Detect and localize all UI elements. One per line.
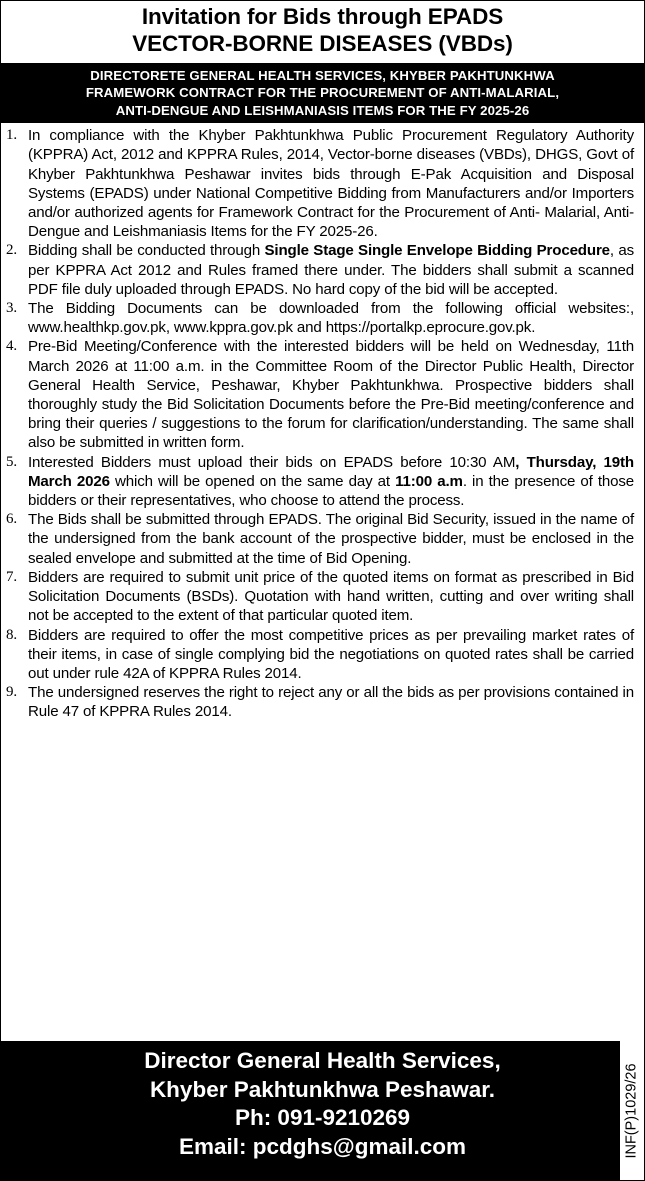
notice-title: [1, 1, 644, 57]
clause-number: 6.: [6, 511, 17, 528]
clause-number: 4.: [6, 338, 17, 355]
clause-number: 3.: [6, 300, 17, 317]
clause-4: [6, 337, 634, 452]
contact-footer: [1, 1041, 644, 1180]
clause-text: In compliance with the Khyber Pakhtunkhwa Public Procurement Regulatory Authority (KPPRA) Act, 2012 and KPPRA Rules, 2014, Vector-borne diseases (VBDs), DHGS, Govt of Khyber Pakhtunkhwa Peshawar invites bids through E-Pak Acquisition and Disposal Systems (EPADS) under National Competitive Bidding from Manufacturers and/or Importers and/or authorized agents for Framework Contract for the Procurement of Anti- Malarial, Anti-Dengue and Leishmaniasis Items for the FY 2025-26.: [28, 127, 634, 241]
title-line-2: VECTOR-BORNE DISEASES (VBDs): [132, 31, 513, 56]
clause-2: [6, 241, 634, 299]
clause-number: 9.: [6, 684, 17, 701]
office-location: Khyber Pakhtunkhwa Peshawar.: [149, 1076, 496, 1102]
clause-text: The Bidding Documents can be downloaded from the following official websites:, www.healthkp.gov.pk, www.kppra.gov.pk and https://portalkp.eprocure.gov.pk.: [28, 300, 634, 337]
clause-5: [6, 453, 634, 511]
submission-date: , Thursday, 19th March 2026: [28, 453, 634, 490]
clause-number: 5.: [6, 453, 17, 470]
clause-text: Bidders are required to submit unit price of the quoted items on format as prescribed in Bid Solicitation Documents (BSDs). Quotation with hand written, cutting and over writing shall not be accepted to the extent of that particular quoted item.: [28, 568, 634, 625]
email-address: Email: pcdghs@gmail.com: [179, 1133, 466, 1159]
clause-3: [6, 299, 634, 337]
header-band: [1, 63, 644, 123]
clause-7: [6, 568, 634, 626]
clause-1: [6, 126, 634, 241]
office-name: Director General Health Services,: [144, 1048, 501, 1073]
clause-text: Pre-Bid Meeting/Conference with the interested bidders will be held on Wednesday, 11th March 2026 at 11:00 a.m. in the Committee Room of the Director Public Health, Director General Health Service, Peshawar, Khyber Pakhtunkhwa. Prospective bidders shall thoroughly study the Bid Solicitation Documents before the Pre-Bid meeting/conference and bring their queries / suggestions to the forum for clarification/understanding. The same shall also be submitted in written form.: [28, 338, 634, 452]
clauses-list: [1, 123, 644, 721]
clause-text: Bidders are required to offer the most competitive prices as per prevailing market rates of their items, in case of single complying bid the negotiations on quoted rates shall be carried out under rule 42A of KPPRA Rules 2014.: [28, 626, 634, 682]
clause-number: 2.: [6, 242, 17, 259]
clause-9: [6, 683, 634, 721]
clause-8: [6, 626, 634, 684]
bidding-procedure: Single Stage Single Envelope Bidding Procedure: [264, 242, 610, 260]
clause-number: 7.: [6, 568, 17, 585]
clause-number: 8.: [6, 626, 17, 643]
clause-text: The Bids shall be submitted through EPADS. The original Bid Security, issued in the name of the undersigned from the bank account of the prospective bidder, must be enclosed in the sealed envelope and submitted at the time of Bid Opening.: [28, 511, 634, 567]
opening-time: 11:00 a.m: [395, 472, 463, 490]
reference-text: INF(P)1029/26: [624, 1062, 641, 1159]
band-line-1: DIRECTORETE GENERAL HEALTH SERVICES, KHYBER PAKHTUNKHWA: [90, 68, 555, 83]
reference-number: [620, 1041, 644, 1180]
band-line-2: FRAMEWORK CONTRACT FOR THE PROCUREMENT OF ANTI-MALARIAL,: [85, 85, 560, 101]
clause-number: 1.: [6, 127, 17, 144]
phone-number: Ph: 091-9210269: [234, 1105, 411, 1130]
clause-6: [6, 510, 634, 568]
clause-text: Bidding shall be conducted through Single Stage Single Envelope Bidding Procedure, as per KPPRA Act 2012 and Rules framed there under. The bidders shall submit a scanned PDF file duly uploaded through EPADS. No hard copy of the bid will be accepted.: [28, 242, 634, 298]
band-line-3: ANTI-DENGUE AND LEISHMANIASIS ITEMS FOR THE FY 2025-26: [115, 102, 530, 118]
title-line-1: Invitation for Bids through EPADS: [141, 4, 504, 29]
clause-text: The undersigned reserves the right to reject any or all the bids as per provisions contained in Rule 47 of KPPRA Rules 2014.: [28, 684, 634, 721]
clause-text: Interested Bidders must upload their bids on EPADS before 10:30 AM, Thursday, 19th March 2026 which will be opened on the same day at 11:00 a.m. in the presence of those bidders or their representatives, who choose to attend the process.: [28, 453, 634, 510]
